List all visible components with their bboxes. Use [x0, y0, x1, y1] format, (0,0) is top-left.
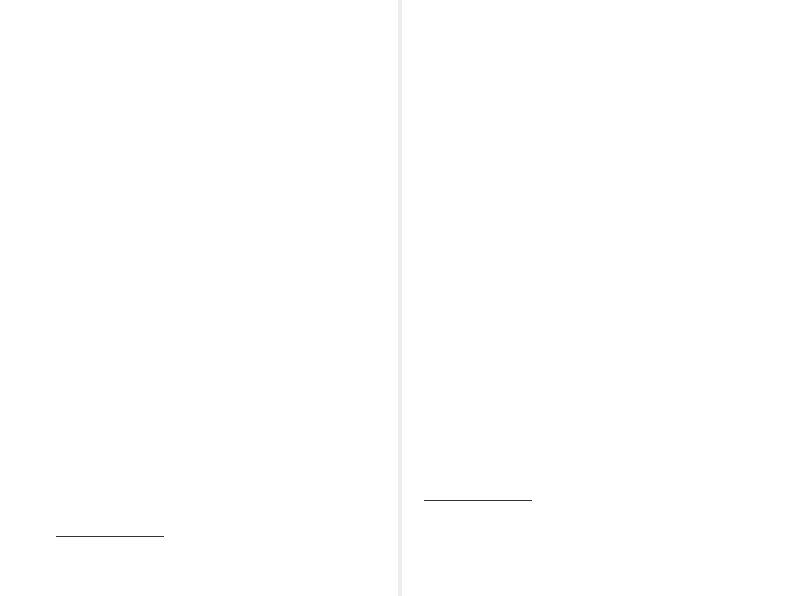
right-body-text: [424, 36, 778, 496]
left-body-text: [56, 36, 370, 536]
left-page: [0, 0, 398, 596]
left-footnote-rule: [56, 536, 164, 537]
left-footnote: [64, 544, 364, 562]
right-footnotes: [432, 508, 778, 564]
right-footnote-rule: [424, 500, 532, 501]
right-page: [402, 0, 800, 596]
